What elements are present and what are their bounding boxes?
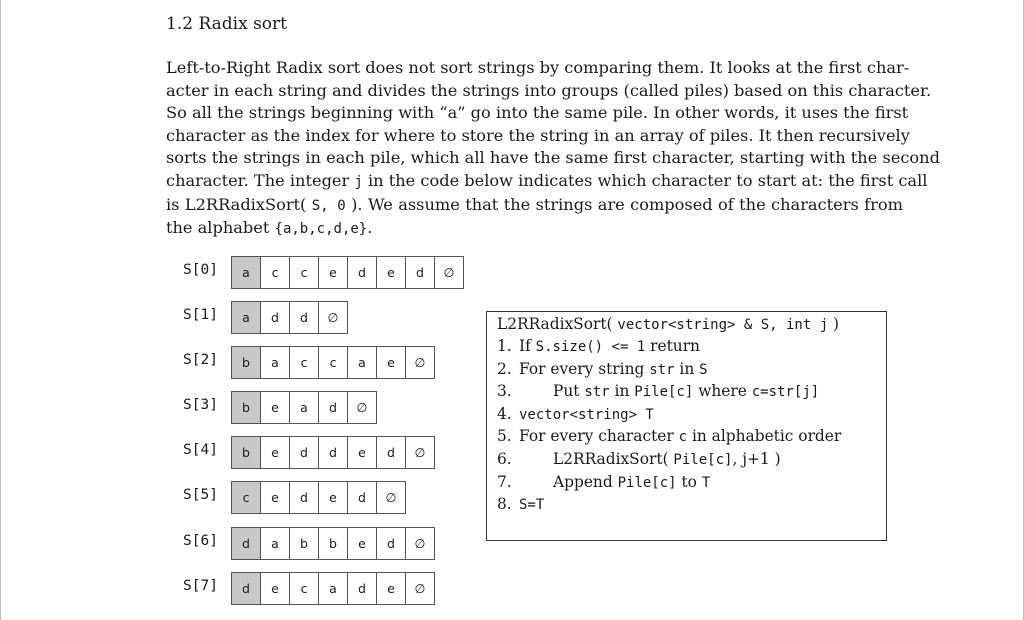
step-code: S (699, 361, 708, 378)
step-text: Put (553, 382, 585, 401)
paragraph-line (166, 170, 928, 194)
step-text: L2RRadixSort( (553, 450, 674, 468)
paragraph-line (166, 147, 940, 170)
step-code: str (584, 384, 610, 401)
first-char-cell: d (231, 527, 261, 560)
char-cell: d (289, 436, 319, 469)
step-code: c=str[j] (751, 384, 820, 401)
string-row (231, 481, 406, 514)
algorithm-step (497, 473, 710, 491)
algorithm-step (497, 382, 819, 400)
char-cell: ∅ (376, 481, 406, 514)
char-cell: c (289, 346, 319, 379)
char-cell: d (376, 436, 406, 469)
char-cell: e (347, 436, 377, 469)
algorithm-name: L2RRadixSort( (497, 315, 618, 333)
string-row (231, 391, 377, 424)
algorithm-step (497, 495, 544, 513)
char-cell: e (260, 391, 290, 424)
string-label: S[1] (183, 307, 218, 323)
algorithm-step (497, 427, 841, 445)
inline-code: j (354, 173, 363, 190)
char-cell: e (260, 481, 290, 514)
char-cell: e (347, 527, 377, 560)
string-row (231, 436, 435, 469)
first-char-cell: b (231, 436, 261, 469)
char-cell: c (289, 572, 319, 605)
string-row (231, 346, 435, 379)
string-label: S[2] (183, 352, 218, 368)
string-label: S[4] (183, 442, 218, 458)
step-text: For every character (519, 427, 679, 446)
char-cell: a (289, 391, 319, 424)
step-code: S.size() <= 1 (535, 339, 646, 355)
paragraph-text: acter in each string and divides the strings into groups (called piles) based on this character. (166, 80, 932, 100)
step-text: , j+1 ) (732, 450, 781, 468)
char-cell: ∅ (405, 572, 435, 605)
paragraph-text: sorts the strings in each pile, which all have the same first character, starting with the second (166, 148, 940, 168)
paragraph-text: Left-to-Right Radix sort does not sort strings by comparing them. It looks at the first char- (166, 58, 910, 77)
char-cell: d (376, 527, 406, 560)
paragraph-text: So all the strings beginning with “a” go into the same pile. In other words, it uses the first (166, 103, 909, 123)
step-text: return (645, 337, 700, 355)
algorithm-step (497, 450, 781, 468)
section-title: 1.2 Radix sort (166, 14, 287, 34)
description-paragraph (166, 57, 940, 241)
step-number: 3. (497, 382, 512, 401)
char-cell: e (318, 481, 348, 514)
first-char-cell: c (231, 481, 261, 514)
char-cell: ∅ (434, 256, 464, 289)
char-cell: d (318, 436, 348, 469)
string-label: S[7] (183, 578, 218, 594)
paragraph-line (166, 80, 932, 103)
paragraph-text: ). We assume that the strings are composed of the characters from (345, 194, 903, 214)
algorithm-step (497, 360, 708, 378)
step-text: Append (553, 472, 618, 491)
paragraph-text: is L2RRadixSort( (166, 194, 312, 214)
algorithm-header (497, 315, 839, 333)
char-cell: d (347, 256, 377, 289)
string-label: S[3] (183, 397, 218, 413)
char-cell: ∅ (405, 436, 435, 469)
char-cell: ∅ (405, 527, 435, 560)
char-cell: c (260, 256, 290, 289)
first-char-cell: d (231, 572, 261, 605)
string-row (231, 301, 348, 334)
step-code: S=T (519, 497, 545, 514)
char-cell: b (318, 527, 348, 560)
algorithm-step (497, 405, 654, 423)
step-number: 2. (497, 359, 512, 378)
algorithm-params: vector<string> & S, int j (617, 317, 829, 333)
char-cell: ∅ (347, 391, 377, 424)
char-cell: d (318, 391, 348, 424)
char-cell: e (260, 436, 290, 469)
paragraph-text: the alphabet (166, 218, 275, 238)
string-row (231, 256, 464, 289)
step-number: 4. (497, 404, 512, 423)
paragraph-line (166, 125, 910, 148)
char-cell: e (376, 256, 406, 289)
step-text: in (609, 382, 635, 401)
char-cell: d (347, 481, 377, 514)
char-cell: a (260, 527, 290, 560)
algorithm-close: ) (828, 315, 840, 333)
char-cell: e (376, 572, 406, 605)
char-cell: d (347, 572, 377, 605)
step-text: where (693, 382, 752, 401)
first-char-cell: a (231, 256, 261, 289)
step-text: If (519, 337, 536, 355)
char-cell: e (318, 256, 348, 289)
step-code: vector<string> T (519, 406, 654, 423)
step-number: 6. (497, 450, 512, 468)
string-label: S[0] (183, 262, 218, 278)
inline-code: S, 0 (311, 197, 346, 214)
first-char-cell: a (231, 301, 261, 334)
char-cell: b (289, 527, 319, 560)
char-cell: d (260, 301, 290, 334)
step-code: T (701, 474, 711, 491)
char-cell: a (260, 346, 290, 379)
char-cell: c (318, 346, 348, 379)
step-text: in (674, 359, 700, 378)
step-number: 7. (497, 472, 512, 491)
page-edge-left (0, 0, 1, 620)
string-row (231, 572, 435, 605)
char-cell: e (260, 572, 290, 605)
step-code: Pile[c] (673, 452, 733, 468)
step-text: For every string (519, 359, 650, 378)
step-code: Pile[c] (634, 384, 694, 401)
char-cell: d (405, 256, 435, 289)
paragraph-line (166, 57, 910, 80)
step-number: 5. (497, 427, 512, 446)
paragraph-line (166, 102, 909, 125)
step-code: Pile[c] (617, 474, 677, 491)
string-label: S[5] (183, 487, 218, 503)
char-cell: e (376, 346, 406, 379)
step-number: 8. (497, 495, 512, 514)
step-code: str (649, 361, 675, 378)
paragraph-text: in the code below indicates which character to start at: the first call (362, 170, 928, 190)
char-cell: ∅ (318, 301, 348, 334)
paragraph-line (166, 194, 903, 218)
first-char-cell: b (231, 346, 261, 379)
char-cell: a (347, 346, 377, 379)
algorithm-step (497, 337, 700, 355)
step-text: to (676, 472, 702, 491)
inline-code: {a,b,c,d,e} (274, 221, 368, 238)
char-cell: a (318, 572, 348, 605)
step-number: 1. (497, 337, 512, 355)
char-cell: ∅ (405, 346, 435, 379)
step-text: in alphabetic order (687, 427, 842, 446)
paragraph-text: character as the index for where to store the string in an array of piles. It then recursively (166, 125, 910, 145)
char-cell: d (289, 481, 319, 514)
char-cell: c (289, 256, 319, 289)
first-char-cell: b (231, 391, 261, 424)
char-cell: d (289, 301, 319, 334)
string-row (231, 527, 435, 560)
paragraph-text: . (367, 218, 373, 238)
paragraph-line (166, 217, 903, 241)
step-code: c (678, 429, 688, 446)
algorithm-box (486, 311, 887, 541)
string-label: S[6] (183, 533, 218, 549)
paragraph-text: character. The integer (166, 170, 355, 190)
